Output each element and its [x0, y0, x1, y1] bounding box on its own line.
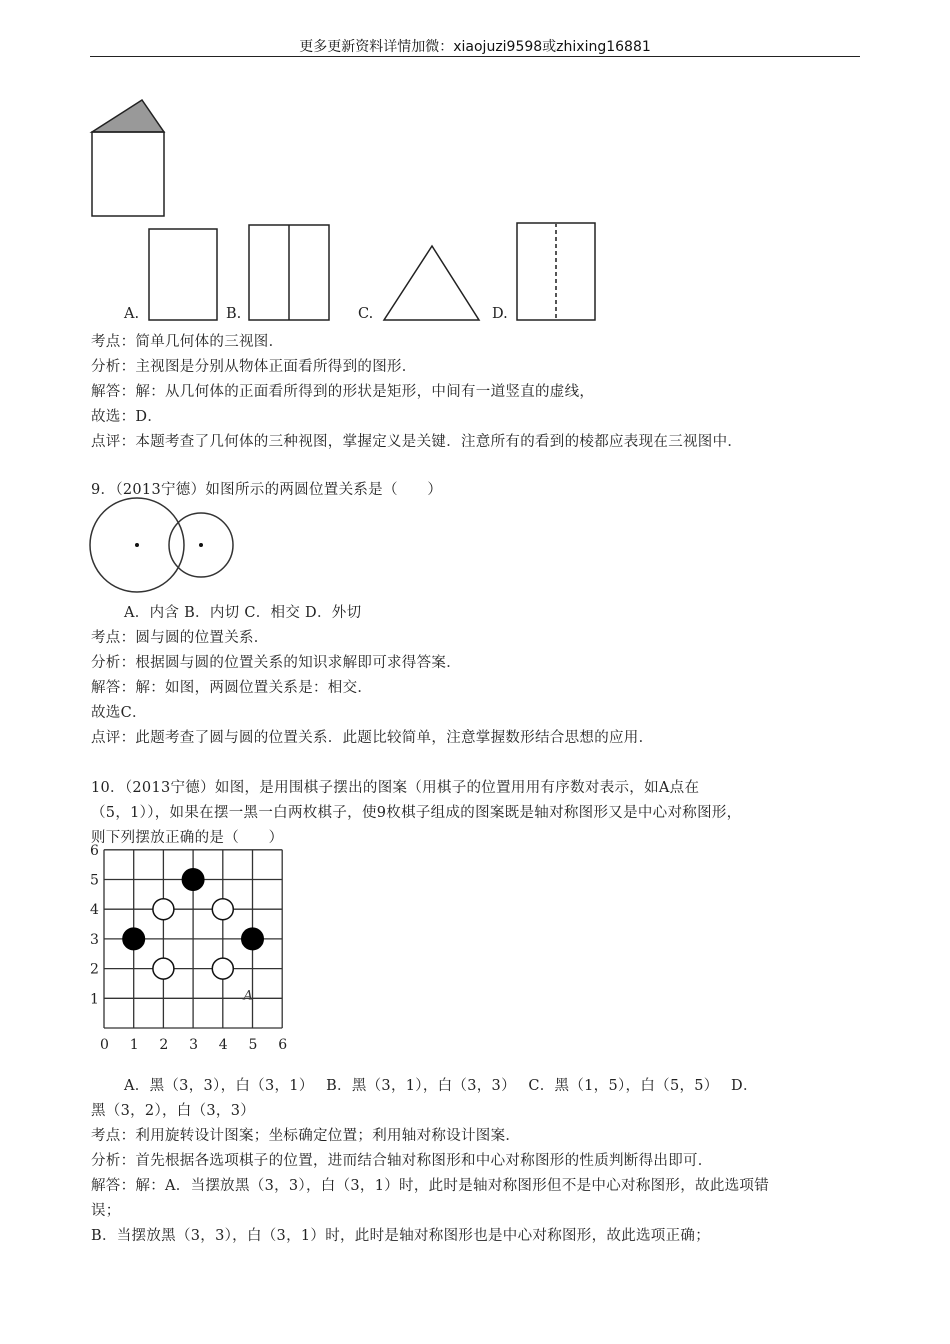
q9-two-circles-figure	[88, 497, 238, 595]
go-board-chart	[84, 842, 304, 1054]
q8-option-c-figure	[382, 244, 482, 322]
q10-options-line2: 黑（3，2），白（3，3）	[91, 1103, 256, 1119]
q9-title: 9．（2013宁德）如图所示的两圆位置关系是（ ）	[91, 482, 443, 498]
body-rectangle	[92, 132, 164, 216]
q8-option-b-label: B.	[226, 306, 242, 322]
q9-options: A．内含 B．内切 C．相交 D．外切	[124, 605, 362, 621]
q10-jieda-line2: 误；	[91, 1203, 121, 1219]
y-tick-label: 2	[90, 961, 99, 978]
x-tick-label: 6	[278, 1037, 288, 1053]
q9-jieda: 解答：解：如图，两圆位置关系是：相交．	[91, 680, 373, 696]
y-tick-label: 3	[90, 931, 99, 948]
q8-solid-figure	[90, 98, 170, 220]
q9-dianping: 点评：此题考查了圆与圆的位置关系．此题比较简单，注意掌握数形结合思想的应用．	[91, 730, 654, 746]
q8-option-c-label: C.	[358, 306, 374, 322]
q9-guxuan: 故选C．	[91, 705, 147, 721]
large-circle-center	[135, 543, 139, 547]
point-a-label: A	[243, 988, 253, 1004]
white-stone	[212, 958, 233, 979]
q8-option-a-label: A.	[124, 306, 140, 322]
q10-title-line1: 10．（2013宁德）如图，是用围棋子摆出的图案（用棋子的位置用用有序数对表示，如A点在	[91, 780, 700, 796]
q8-option-a-figure	[148, 228, 220, 322]
q9-kaodian: 考点：圆与圆的位置关系．	[91, 630, 269, 646]
x-tick-label: 3	[189, 1037, 199, 1053]
y-tick-label: 6	[90, 842, 99, 859]
q10-fenxi: 分析：首先根据各选项棋子的位置，进而结合轴对称图形和中心对称图形的性质判断得出即可．	[91, 1153, 713, 1169]
q8-fenxi: 分析：主视图是分别从物体正面看所得到的图形．	[91, 359, 417, 375]
x-tick-label: 4	[218, 1037, 228, 1053]
q8-dianping: 点评：本题考查了几何体的三种视图，掌握定义是关键．注意所有的看到的棱都应表现在三视图中．	[91, 434, 743, 450]
y-tick-label: 4	[90, 902, 99, 919]
q8-guxuan: 故选：D．	[91, 409, 163, 425]
q8-option-d-label: D.	[492, 306, 508, 322]
q10-jieda-line1: 解答：解：A．当摆放黑（3，3），白（3，1）时，此时是轴对称图形但不是中心对称图形，故此选项错	[91, 1178, 770, 1194]
q9-fenxi: 分析：根据圆与圆的位置关系的知识求解即可求得答案．	[91, 655, 461, 671]
x-tick-label: 1	[129, 1037, 139, 1053]
header-divider	[90, 56, 860, 57]
q10-title-line2: （5，1）），如果在摆一黑一白两枚棋子，使9枚棋子组成的图案既是轴对称图形又是中心对称图形，	[91, 805, 742, 821]
y-tick-label: 1	[90, 991, 99, 1008]
black-stone	[182, 869, 204, 891]
white-stone	[153, 958, 174, 979]
page-header: 更多更新资料详情加微：xiaojuzi9598或zhixing16881	[299, 39, 651, 55]
q10-jieda-line3: B．当摆放黑（3，3），白（3，1）时，此时是轴对称图形也是中心对称图形，故此选项正确；	[91, 1228, 711, 1244]
y-tick-label: 5	[90, 872, 99, 889]
q8-option-d-figure	[516, 222, 598, 322]
x-tick-label: 5	[248, 1037, 258, 1053]
q10-title-line3: 则下列摆放正确的是（ ）	[91, 830, 284, 846]
white-stone	[212, 899, 233, 920]
white-stone	[153, 899, 174, 920]
roof-triangle	[92, 100, 164, 132]
q10-options-line1: A．黑（3，3），白（3，1） B．黑（3，1），白（3，3） C．黑（1，5），白（5，5） D．	[124, 1078, 758, 1094]
q8-jieda: 解答：解：从几何体的正面看所得到的形状是矩形，中间有一道竖直的虚线，	[91, 384, 595, 400]
black-stone	[242, 928, 264, 950]
small-circle-center	[199, 543, 203, 547]
x-tick-label: 0	[100, 1037, 109, 1053]
q8-kaodian: 考点：简单几何体的三视图．	[91, 334, 284, 350]
x-tick-label: 2	[159, 1037, 169, 1053]
q8-option-b-figure	[248, 224, 332, 322]
q10-kaodian: 考点：利用旋转设计图案；坐标确定位置；利用轴对称设计图案．	[91, 1128, 521, 1144]
black-stone	[123, 928, 145, 950]
